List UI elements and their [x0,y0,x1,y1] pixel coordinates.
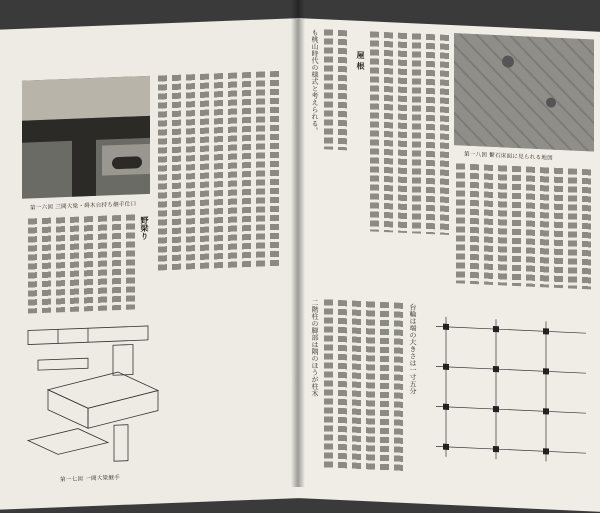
text-fragment-side: 台輪は端の大きさは一寸五分 [409,303,417,395]
text-fragment-lower: 二階柱の脚部は隅のほうが柱木 [311,298,319,398]
book-gutter [291,0,305,487]
section-heading-right: 屋 根 [356,50,366,70]
joint-drawing [18,315,178,471]
floor-markings-photo [454,33,594,151]
section-heading-left: 野梁り [140,215,150,241]
right-page [296,18,600,513]
drawing-caption: 第一七図 一間大梁継手 [60,474,120,484]
column-plan-drawing [426,306,596,484]
left-page [0,18,302,510]
photo-caption-right: 第一八図 繋石床面に見られる地図 [464,151,553,162]
photo-caption-left: 第一六図 三間大梁・碍木台持ち継手仕口 [30,201,137,212]
text-fragment-top: も桃山時代の様式と考えられる。 [311,28,319,135]
timber-joint-photo [22,76,150,199]
